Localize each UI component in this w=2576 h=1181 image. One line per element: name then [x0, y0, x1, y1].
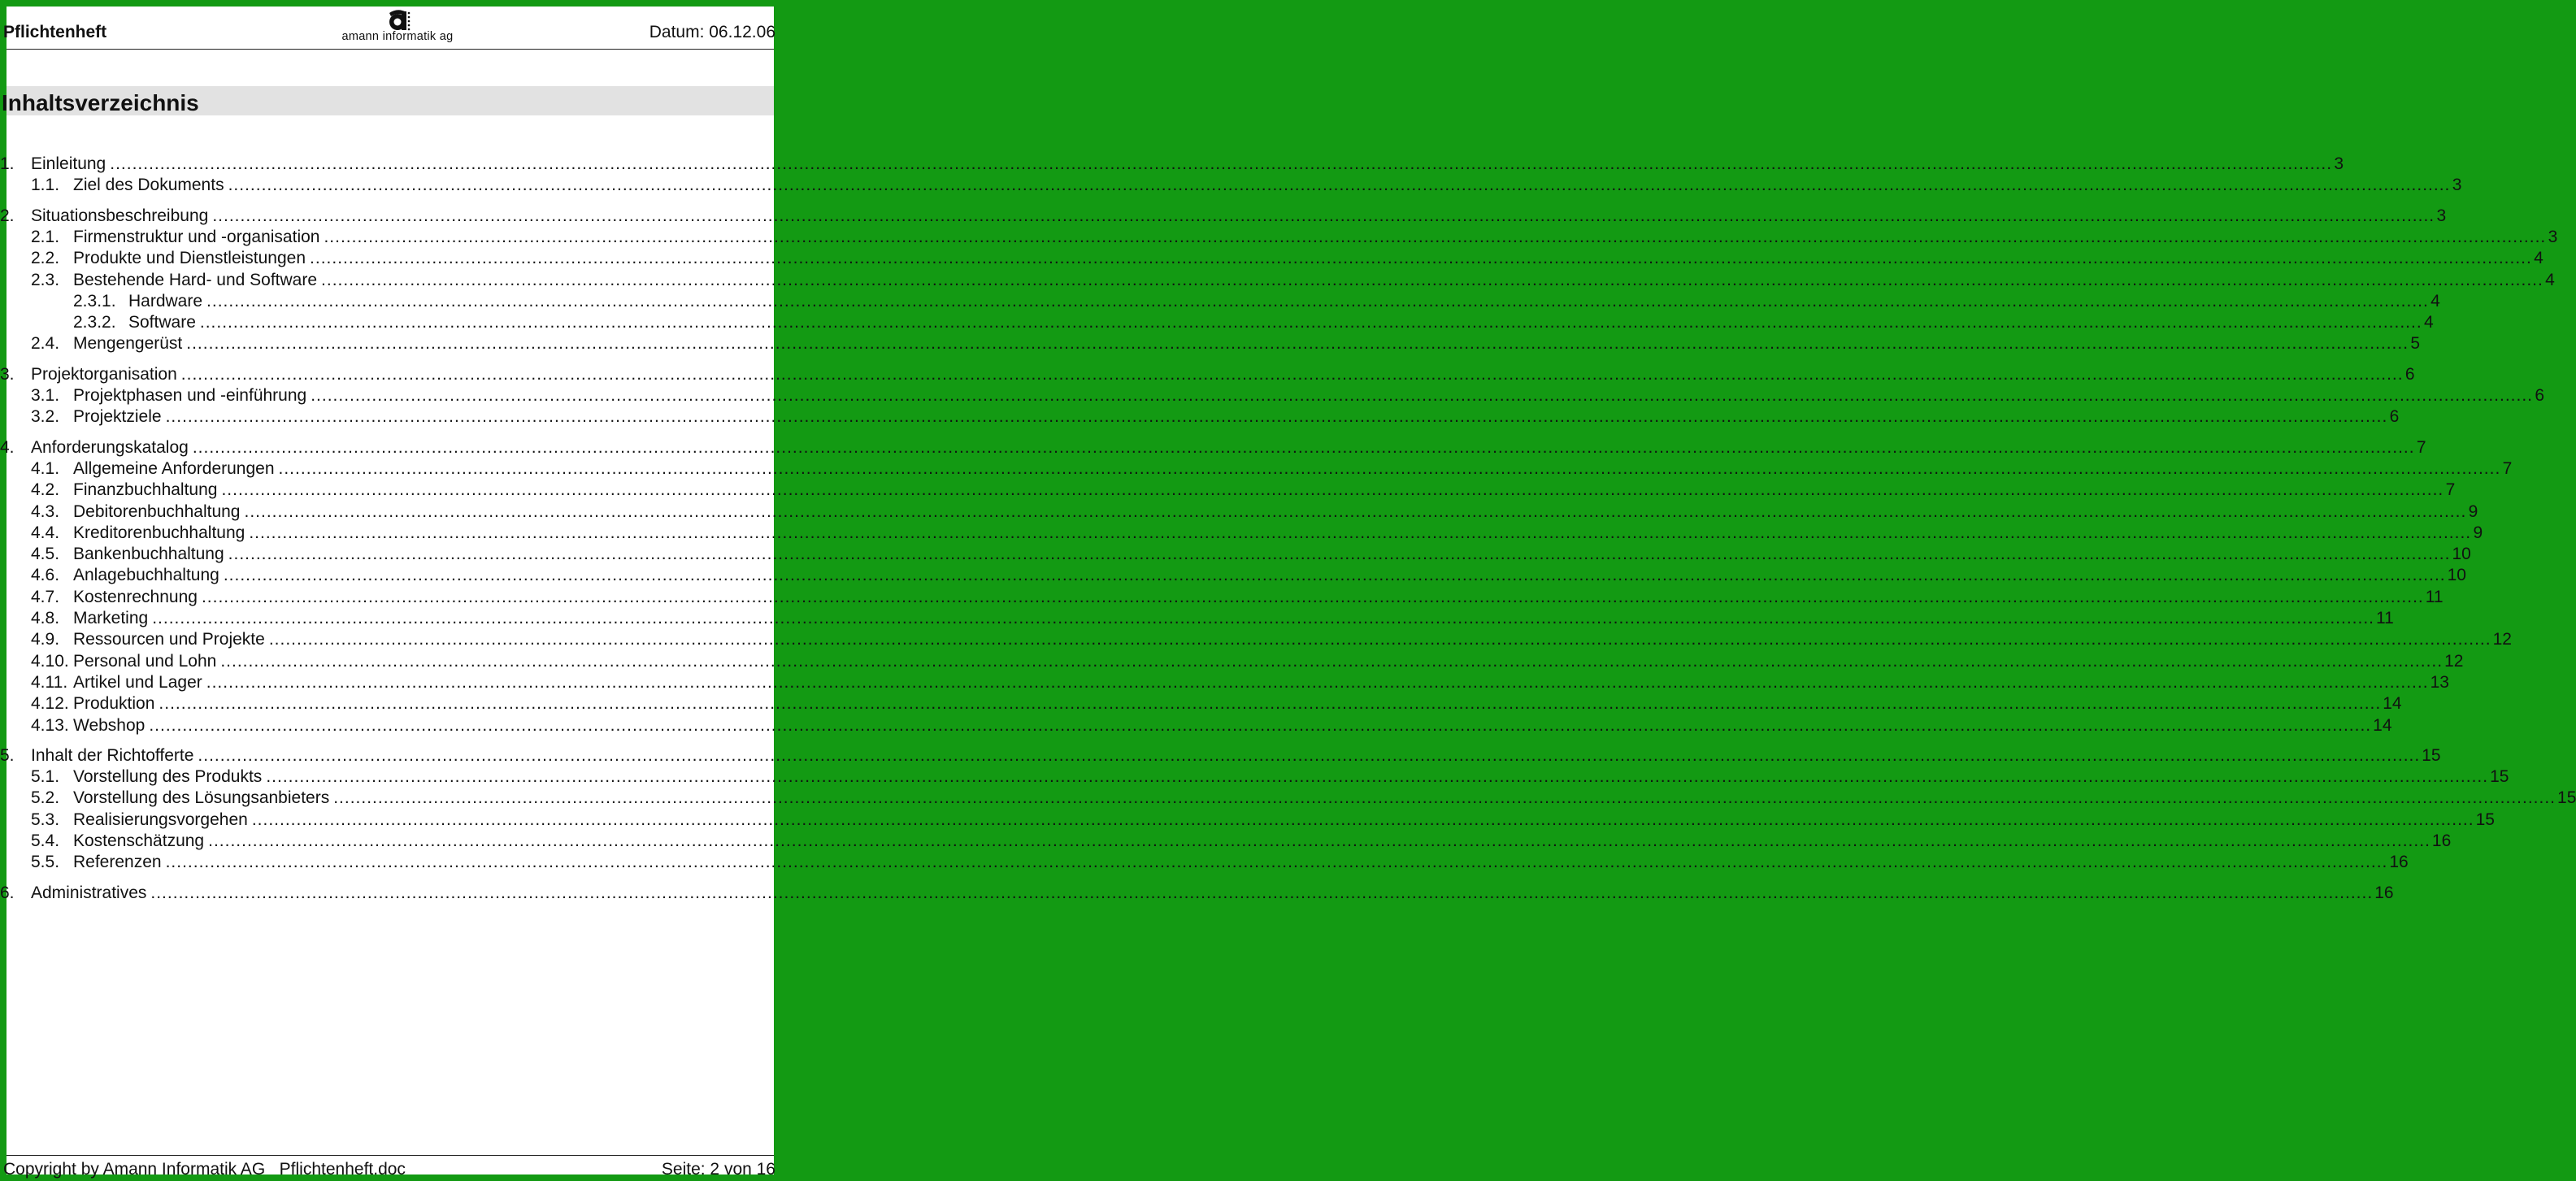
- toc-entry-label: Projektphasen und -einführung: [73, 386, 307, 405]
- toc-entry-body: [73, 406, 2400, 428]
- toc-dot-leader: ................................................................................................................................................................................................................................................................................................................................................................................................................: [180, 364, 2404, 384]
- toc-entry-page: 6: [2535, 386, 2544, 405]
- toc-entry[interactable]: [0, 154, 2344, 175]
- toc-entry-label: Personal und Lohn: [73, 651, 217, 671]
- toc-entry-page: 5: [2410, 334, 2421, 354]
- toc-entry-number: 1.1.: [31, 176, 60, 195]
- toc-entry-page: 15: [2490, 767, 2509, 787]
- toc-entry-number: 2.4.: [31, 334, 60, 354]
- toc-entry-number: 4.1.: [31, 458, 60, 478]
- toc-entry[interactable]: [7, 227, 2558, 248]
- toc-entry-body: [73, 651, 2464, 672]
- toc-entry-page: 15: [2422, 745, 2441, 765]
- toc-entry-number: 4.9.: [31, 630, 60, 649]
- toc-entry[interactable]: [0, 364, 2415, 385]
- toc-dot-leader: ................................................................................................................................................................................................................................................................................................................................................................................................................: [310, 249, 2532, 268]
- toc-entry[interactable]: [7, 501, 2478, 523]
- toc-entry-label: Artikel und Lager: [73, 672, 202, 692]
- toc-dot-leader: ................................................................................................................................................................................................................................................................................................................................................................................................................: [186, 334, 2409, 354]
- toc-entry-label: Vorstellung des Produkts: [73, 767, 263, 787]
- file-name: Pflichtenheft.doc: [279, 1160, 406, 1179]
- toc-dot-leader: ................................................................................................................................................................................................................................................................................................................................................................................................................: [206, 672, 2429, 692]
- toc-entry-label: Bankenbuchhaltung: [73, 545, 224, 564]
- toc-entry[interactable]: [7, 788, 2576, 809]
- toc-entry-number: 5.: [0, 745, 15, 765]
- toc-entry-page: 4: [2534, 249, 2543, 268]
- toc-entry-page: 16: [2431, 831, 2452, 850]
- toc-entry-body: [73, 501, 2478, 523]
- toc-dot-leader: ................................................................................................................................................................................................................................................................................................................................................................................................................: [150, 883, 2374, 902]
- toc-entry-page: 12: [2492, 630, 2512, 649]
- toc-entry-label: Ressourcen und Projekte: [73, 630, 265, 649]
- toc-entry-body: [73, 480, 2456, 501]
- toc-entry-page: 4: [2430, 291, 2440, 310]
- toc-entry-page: 7: [2502, 458, 2513, 478]
- toc-entry-page: 3: [2452, 176, 2462, 195]
- toc-entry-body: [73, 608, 2394, 629]
- toc-entry-page: 4: [2545, 270, 2555, 289]
- toc-entry-label: Einleitung: [31, 154, 106, 173]
- toc-dot-leader: ................................................................................................................................................................................................................................................................................................................................................................................................................: [333, 788, 2556, 808]
- toc-entry-body: [73, 788, 2576, 809]
- toc-entry[interactable]: [7, 651, 2464, 672]
- toc-entry-page: 14: [2383, 694, 2402, 714]
- toc-entry-number: 6.: [0, 883, 15, 902]
- toc-heading: [2, 86, 774, 115]
- toc-entry-body: [31, 154, 2344, 175]
- toc-entry-body: [73, 693, 2402, 714]
- toc-entry-label: Hardware: [128, 291, 203, 310]
- toc-dot-leader: ................................................................................................................................................................................................................................................................................................................................................................................................................: [159, 694, 2382, 714]
- toc-entry-label: Finanzbuchhaltung: [73, 480, 218, 500]
- toc-entry-label: Kostenrechnung: [73, 587, 198, 606]
- toc-entry-number: 2.2.: [31, 249, 60, 268]
- toc-entry-page: 11: [2376, 609, 2394, 627]
- toc-entry-label: Situationsbeschreibung: [31, 206, 209, 225]
- toc-entry-body: [73, 227, 2558, 248]
- toc-entry[interactable]: [7, 523, 2483, 544]
- toc-entry-page: 14: [2373, 715, 2392, 735]
- toc-entry-page: 16: [2374, 883, 2394, 902]
- toc-entry-body: [31, 883, 2394, 904]
- toc-entry[interactable]: [0, 437, 2426, 458]
- toc-entry[interactable]: [7, 766, 2509, 788]
- logo-a-icon: [385, 7, 413, 33]
- toc-entry[interactable]: [7, 270, 2555, 291]
- toc-entry-page: 13: [2430, 672, 2449, 692]
- toc-entry-page: 7: [2416, 437, 2426, 457]
- toc-entry-body: [73, 672, 2449, 693]
- toc-entry-label: Referenzen: [73, 853, 162, 872]
- toc-entry-label: Realisierungsvorgehen: [73, 810, 248, 829]
- toc-entry-body: [73, 810, 2495, 831]
- document-date: Datum: 06.12.06: [649, 23, 775, 41]
- toc-entry-label: Projektziele: [73, 407, 162, 427]
- toc-entry-page: 6: [2389, 407, 2400, 427]
- toc-entry-label: Debitorenbuchhaltung: [73, 501, 241, 521]
- footer-page-number: Seite: 2 von 16: [661, 1160, 775, 1179]
- toc-entry-number: 2.1.: [31, 227, 60, 246]
- toc-entry-number: 4.6.: [31, 566, 60, 585]
- toc-entry[interactable]: [7, 291, 2440, 312]
- toc-dot-leader: ................................................................................................................................................................................................................................................................................................................................................................................................................: [208, 831, 2430, 850]
- toc-dot-leader: ................................................................................................................................................................................................................................................................................................................................................................................................................: [311, 386, 2533, 405]
- toc-entry-body: [73, 270, 2555, 291]
- toc-dot-leader: ................................................................................................................................................................................................................................................................................................................................................................................................................: [223, 566, 2446, 585]
- toc-entry-body: [73, 852, 2409, 873]
- toc-entry-number: 4.7.: [31, 587, 60, 606]
- toc-entry-body: [73, 831, 2452, 852]
- toc-entry-body: [73, 385, 2544, 406]
- toc-entry-label: Marketing: [73, 609, 149, 627]
- toc-entry[interactable]: [7, 544, 2471, 565]
- toc-entry-number: 5.5.: [31, 853, 60, 872]
- toc-dot-leader: ................................................................................................................................................................................................................................................................................................................................................................................................................: [321, 270, 2543, 289]
- toc-dot-leader: ................................................................................................................................................................................................................................................................................................................................................................................................................: [212, 206, 2435, 225]
- toc-entry-number: 5.3.: [31, 810, 60, 829]
- toc-entry-number: 3.1.: [31, 386, 60, 405]
- toc-entry-body: [73, 544, 2471, 565]
- toc-entry-label: Software: [128, 313, 196, 332]
- toc-entry-label: Produktion: [73, 694, 155, 714]
- toc-entry-page: 16: [2389, 853, 2409, 872]
- toc-entry-page: 12: [2444, 651, 2464, 671]
- toc-entry-body: [128, 312, 2434, 333]
- toc-entry-label: Allgemeine Anforderungen: [73, 458, 275, 478]
- toc-entry[interactable]: [7, 333, 2421, 354]
- page-header: [3, 7, 775, 50]
- toc-entry-body: [31, 364, 2415, 385]
- toc-entry[interactable]: [7, 852, 2409, 873]
- toc-entry-body: [73, 248, 2543, 269]
- toc-entry-number: 4.12.: [31, 694, 69, 714]
- toc-entry-number: 3.2.: [31, 407, 60, 427]
- toc-entry-number: 4.4.: [31, 523, 60, 542]
- toc-dot-leader: ................................................................................................................................................................................................................................................................................................................................................................................................................: [249, 523, 2472, 542]
- toc-entry[interactable]: [7, 608, 2394, 629]
- toc-dot-leader: ................................................................................................................................................................................................................................................................................................................................................................................................................: [149, 715, 2372, 735]
- toc-dot-leader: ................................................................................................................................................................................................................................................................................................................................................................................................................: [278, 458, 2501, 478]
- toc-entry[interactable]: [7, 480, 2456, 501]
- toc-dot-leader: ................................................................................................................................................................................................................................................................................................................................................................................................................: [324, 227, 2547, 246]
- toc-entry-number: 5.1.: [31, 767, 60, 787]
- toc-entry-number: 4.10.: [31, 651, 69, 671]
- toc-entry[interactable]: [7, 385, 2544, 406]
- toc-entry[interactable]: [0, 745, 2441, 766]
- toc-entry-number: 4.5.: [31, 545, 60, 564]
- toc-entry-number: 2.3.: [31, 270, 60, 289]
- toc-dot-leader: ................................................................................................................................................................................................................................................................................................................................................................................................................: [251, 810, 2474, 829]
- toc-entry-body: [128, 291, 2440, 312]
- company-logo: [338, 7, 457, 46]
- toc-entry[interactable]: [7, 715, 2392, 736]
- toc-entry-label: Kreditorenbuchhaltung: [73, 523, 245, 542]
- toc-entry[interactable]: [7, 565, 2466, 586]
- toc-dot-leader: ................................................................................................................................................................................................................................................................................................................................................................................................................: [110, 154, 2333, 173]
- footer-copyright: [3, 1160, 406, 1179]
- toc-entry[interactable]: [7, 458, 2513, 480]
- toc-entry[interactable]: [7, 629, 2512, 650]
- toc-entry-label: Mengengerüst: [73, 334, 183, 354]
- toc-entry-page: 9: [2473, 523, 2483, 542]
- toc-entry-page: 7: [2445, 480, 2456, 500]
- toc-entry-number: 2.: [0, 206, 15, 225]
- toc-entry-label: Vorstellung des Lösungsanbieters: [73, 788, 330, 808]
- toc-entry[interactable]: [0, 883, 2394, 904]
- toc-dot-leader: ................................................................................................................................................................................................................................................................................................................................................................................................................: [206, 291, 2429, 310]
- toc-entry-label: Firmenstruktur und -organisation: [73, 227, 320, 246]
- toc-entry-number: 5.2.: [31, 788, 60, 808]
- toc-entry-page: 15: [2475, 810, 2495, 829]
- toc-dot-leader: ................................................................................................................................................................................................................................................................................................................................................................................................................: [199, 313, 2422, 332]
- toc-entry-label: Ziel des Dokuments: [73, 176, 224, 195]
- toc-entry-body: [31, 745, 2441, 766]
- toc-entry-number: 4.13.: [31, 715, 69, 735]
- toc-entry[interactable]: [7, 693, 2402, 714]
- toc-entry[interactable]: [7, 175, 2462, 196]
- toc-entry-number: 3.: [0, 364, 15, 384]
- toc-entry-number: 4.11.: [31, 672, 68, 692]
- toc-entry-body: [73, 458, 2513, 480]
- document-title: Pflichtenheft: [3, 23, 107, 41]
- toc-entry[interactable]: [7, 672, 2449, 693]
- toc-entry-label: Administratives: [31, 883, 147, 902]
- toc-entry-body: [31, 206, 2447, 227]
- toc-entry-page: 9: [2468, 501, 2478, 521]
- toc-dot-leader: ................................................................................................................................................................................................................................................................................................................................................................................................................: [228, 176, 2451, 195]
- toc-entry-body: [73, 587, 2444, 608]
- toc-dot-leader: ................................................................................................................................................................................................................................................................................................................................................................................................................: [221, 480, 2444, 500]
- toc-dot-leader: ................................................................................................................................................................................................................................................................................................................................................................................................................: [220, 651, 2444, 671]
- toc-entry-label: Anlagebuchhaltung: [73, 566, 219, 585]
- toc-dot-leader: ................................................................................................................................................................................................................................................................................................................................................................................................................: [165, 853, 2388, 872]
- toc-entry-page: 4: [2423, 313, 2434, 332]
- toc-dot-leader: ................................................................................................................................................................................................................................................................................................................................................................................................................: [268, 630, 2491, 649]
- toc-entry-number: 1.: [0, 154, 15, 173]
- toc-entry-number: 2.3.2.: [73, 313, 116, 332]
- toc-entry-number: 5.4.: [31, 831, 60, 850]
- toc-entry[interactable]: [7, 406, 2400, 428]
- copyright-text: Copyright by Amann Informatik AG: [3, 1160, 266, 1179]
- toc-entry-number: 2.3.1.: [73, 291, 116, 310]
- logo-text: amann informatik ag: [341, 30, 454, 43]
- toc-entry-page: 3: [2548, 227, 2558, 246]
- toc-entry-number: 4.3.: [31, 501, 60, 521]
- toc-entry-label: Projektorganisation: [31, 364, 177, 384]
- document-page: [0, 7, 2576, 1179]
- toc-entry-page: 10: [2452, 545, 2471, 564]
- toc-entry-page: 15: [2557, 788, 2576, 808]
- toc-entry-number: 4.8.: [31, 609, 60, 627]
- toc-entry-label: Produkte und Dienstleistungen: [73, 249, 306, 268]
- toc-entry[interactable]: [0, 206, 2447, 227]
- toc-dot-leader: ................................................................................................................................................................................................................................................................................................................................................................................................................: [244, 501, 2467, 521]
- page-footer: [3, 1155, 775, 1179]
- toc-entry-body: [73, 333, 2421, 354]
- toc-entry-page: 6: [2404, 364, 2415, 384]
- toc-dot-leader: ................................................................................................................................................................................................................................................................................................................................................................................................................: [165, 407, 2388, 427]
- toc-entry-label: Anforderungskatalog: [31, 437, 189, 457]
- toc-entry-body: [73, 175, 2462, 196]
- toc-entry-label: Webshop: [73, 715, 146, 735]
- toc-entry[interactable]: [7, 831, 2452, 852]
- toc-entry[interactable]: [7, 810, 2495, 831]
- toc-entry-label: Inhalt der Richtofferte: [31, 745, 194, 765]
- toc-entry-label: Kostenschätzung: [73, 831, 205, 850]
- toc-dot-leader: ................................................................................................................................................................................................................................................................................................................................................................................................................: [228, 545, 2451, 564]
- toc-title: Inhaltsverzeichnis: [2, 90, 199, 115]
- toc-dot-leader: ................................................................................................................................................................................................................................................................................................................................................................................................................: [192, 437, 2415, 457]
- toc-entry-page: 3: [2436, 206, 2447, 225]
- toc-entry-body: [73, 629, 2512, 650]
- toc-entry-page: 3: [2334, 154, 2344, 173]
- toc-entry-body: [31, 437, 2426, 458]
- toc-entry-body: [73, 715, 2392, 736]
- toc-dot-leader: ................................................................................................................................................................................................................................................................................................................................................................................................................: [198, 745, 2421, 765]
- toc-entry-number: 4.: [0, 437, 15, 457]
- toc-entry[interactable]: [7, 248, 2543, 269]
- toc-entry-number: 4.2.: [31, 480, 60, 500]
- toc-dot-leader: ................................................................................................................................................................................................................................................................................................................................................................................................................: [201, 587, 2424, 606]
- toc-entry-body: [73, 766, 2509, 788]
- toc-entry-body: [73, 565, 2466, 586]
- toc-dot-leader: ................................................................................................................................................................................................................................................................................................................................................................................................................: [266, 767, 2489, 787]
- toc-entry[interactable]: [7, 312, 2434, 333]
- toc-entry-page: 10: [2447, 566, 2466, 585]
- toc-dot-leader: ................................................................................................................................................................................................................................................................................................................................................................................................................: [152, 609, 2374, 627]
- toc-entry-page: 11: [2425, 587, 2444, 606]
- toc-entry-label: Bestehende Hard- und Software: [73, 270, 318, 289]
- toc-entry[interactable]: [7, 587, 2444, 608]
- toc-entry-body: [73, 523, 2483, 544]
